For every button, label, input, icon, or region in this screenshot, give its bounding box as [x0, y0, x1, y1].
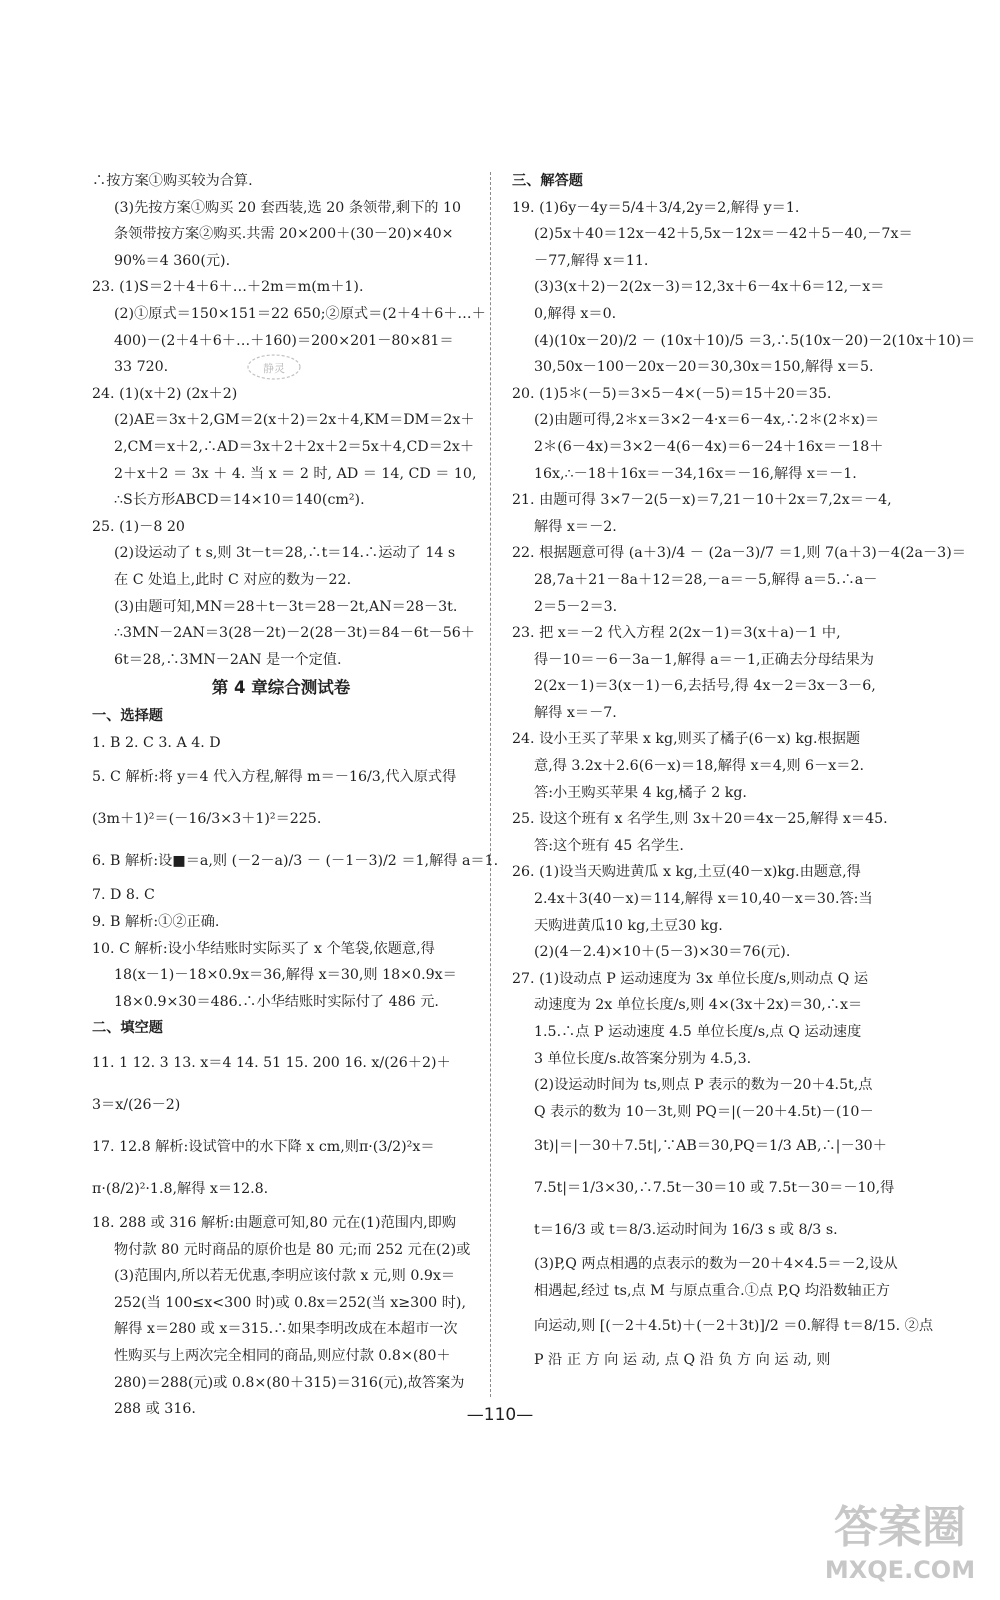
problem-20: 20. (1)5＊(－5)＝3×5－4×(－5)＝15＋20＝35. [512, 385, 832, 402]
section-heading-fill: 二、填空题 [92, 1020, 163, 1037]
problem-23: 23. (1)S＝2＋4＋6＋…＋2m＝m(m＋1). [92, 279, 364, 296]
problem-26: 26. (1)设当天购进黄瓜 x kg,土豆(40－x)kg.由题意,得 [512, 864, 861, 881]
problem-5: 5. C 解析:将 y＝4 代入方程,解得 m＝－16/3,代入原式得 [92, 769, 457, 786]
text-line: 性购买与上两次完全相同的商品,则应付款 0.8×(80＋ [114, 1348, 451, 1364]
problem-10: 10. C 解析:设小华结账时实际买了 x 个笔袋,依题意,得 [92, 940, 435, 957]
stamp-mark [245, 352, 303, 382]
text-line: 解得 x＝280 或 x＝315.∴如果李明改成在本超市一次 [114, 1321, 458, 1338]
problem-6: 6. B 解析:设■＝a,则 (－2－a)/3 － (－1－3)/2 ＝1,解得 a＝1. [92, 853, 499, 870]
choice-answers: 1. B 2. C 3. A 4. D [92, 734, 221, 751]
text-line: 28,7a＋21－8a＋12＝28,－a＝－5,解得 a＝5.∴a－ [534, 571, 878, 588]
problem-25b: 25. 设这个班有 x 名学生,则 3x＋20＝4x－25,解得 x＝45. [512, 811, 888, 828]
chapter-title: 第 4 章综合测试卷 [211, 678, 351, 698]
page-number: —110— [466, 1405, 534, 1425]
text-line: ∴按方案①购买较为合算. [92, 173, 253, 189]
text-line: (3)P,Q 两点相遇的点表示的数为－20＋4×4.5＝－2,设从 [534, 1256, 898, 1273]
text-line: 相遇起,经过 ts,点 M 与原点重合.①点 P,Q 均沿数轴正方 [534, 1282, 890, 1299]
text-line: 3 单位长度/s.故答案分别为 4.5,3. [534, 1050, 752, 1067]
problem-24: 24. (1)(x＋2) (2x＋2) [92, 385, 238, 402]
text-line: 400)－(2＋4＋6＋…＋160)＝200×201－80×81＝ [114, 332, 454, 349]
text-line: (3)范围内,所以若无优惠,李明应该付款 x 元,则 0.9x＝ [114, 1268, 456, 1285]
text-line: (2)由题可得,2＊x＝3×2－4·x＝6－4x,∴2＊(2＊x)＝ [534, 412, 880, 429]
text-line: 答:小王购买苹果 4 kg,橘子 2 kg. [534, 784, 747, 801]
text-line: 16x,∴－18＋16x＝－34,16x＝－16,解得 x＝－1. [534, 465, 857, 482]
text-line: ∴3MN－2AN＝3(28－2t)－2(28－3t)＝84－6t－56＋ [114, 625, 475, 642]
text-line: (4)(10x－20)/2 － (10x＋10)/5 ＝3,∴5(10x－20)－2(10x＋10)＝ [534, 332, 976, 349]
problem-22: 22. 根据题意可得 (a＋3)/4 － (2a－3)/7 ＝1,则 7(a＋3)－4(2a－3)＝ [512, 545, 966, 562]
text-line: (2)(4－2.4)×10＋(5－3)×30＝76(元). [534, 944, 791, 961]
text-line: 2,CM＝x＋2,∴AD＝3x＋2＋2x＋2＝5x＋4,CD＝2x＋ [114, 438, 475, 455]
text-line: 252(当 100≤x<300 时)或 0.8x＝252(当 x≥300 时), [114, 1294, 466, 1311]
problem-23b: 23. 把 x＝－2 代入方程 2(2x－1)＝3(x＋a)－1 中, [512, 625, 841, 642]
text-line: 2.4x＋3(40－x)＝114,解得 x＝10,40－x＝30.答:当 [534, 891, 873, 908]
problem-18: 18. 288 或 316 解析:由题意可知,80 元在(1)范围内,即购 [92, 1215, 457, 1232]
text-line: 条领带按方案②购买.共需 20×200＋(30－20)×40× [114, 226, 454, 243]
problem-27: 27. (1)设动点 P 运动速度为 3x 单位长度/s,则动点 Q 运 [512, 970, 869, 987]
text-line: 2＝5－2＝3. [534, 598, 618, 615]
column-divider [490, 172, 491, 1397]
text-line: 得－10＝－6－3a－1,解得 a＝－1,正确去分母结果为 [534, 651, 874, 668]
text-line: 在 C 处追上,此时 C 对应的数为－22. [114, 571, 352, 588]
watermark-sub: MXQE.COM [824, 1556, 976, 1584]
text-line: 意,得 3.2x＋2.6(6－x)＝18,解得 x＝4,则 6－x＝2. [534, 758, 864, 775]
text-line: 30,50x－100－20x－20＝30,30x＝150,解得 x＝5. [534, 359, 874, 376]
text-line: 动速度为 2x 单位长度/s,则 4×(3x＋2x)＝30,∴x＝ [534, 997, 863, 1014]
text-line: 向运动,则 [(－2＋4.5t)＋(－2＋3t)]/2 ＝0.解得 t＝8/15. ②点 [534, 1317, 934, 1334]
stamp-text: 静灵 [263, 362, 285, 375]
text-line: 解得 x＝－7. [534, 704, 617, 721]
text-line: 0,解得 x＝0. [534, 305, 617, 322]
text-line: (2)5x＋40＝12x－42＋5,5x－12x＝－42＋5－40,－7x＝ [534, 226, 913, 243]
choice-answers: 7. D 8. C [92, 887, 155, 904]
text-line: 280)＝288(元)或 0.8×(80＋315)＝316(元),故答案为 [114, 1374, 465, 1391]
text-line: Q 表示的数为 10－3t,则 PQ＝|(－20＋4.5t)－(10－ [534, 1103, 874, 1120]
text-line: 答:这个班有 45 名学生. [534, 837, 684, 854]
text-line: (3)先按方案①购买 20 套西装,选 20 条领带,剩下的 10 [114, 199, 462, 216]
text-line: P 沿 正 方 向 运 动, 点 Q 沿 负 方 向 运 动, 则 [534, 1351, 831, 1368]
text-line: (2)①原式＝150×151＝22 650;②原式＝(2＋4＋6＋…＋ [114, 305, 486, 322]
text-line: ∴S长方形ABCD＝14×10＝140(cm²). [114, 492, 365, 509]
text-line: 2＊(6－4x)＝3×2－4(6－4x)＝6－24＋16x＝－18＋ [534, 438, 884, 455]
text-line: 1.5.∴点 P 运动速度 4.5 单位长度/s,点 Q 运动速度 [534, 1024, 862, 1040]
text-line: 7.5t|＝1/3×30,∴7.5t－30＝10 或 7.5t－30＝－10,得 [534, 1180, 895, 1197]
section-heading-choice: 一、选择题 [92, 708, 163, 725]
text-line: 天购进黄瓜10 kg,土豆30 kg. [534, 917, 723, 934]
problem-9: 9. B 解析:①②正确. [92, 914, 220, 931]
text-line: (3)3(x＋2)－2(2x－3)＝12,3x＋6－4x＋6＝12,－x＝ [534, 279, 885, 296]
text-line: 解得 x＝－2. [534, 518, 617, 535]
text-line: －77,解得 x＝11. [534, 252, 649, 269]
text-line: t＝16/3 或 t＝8/3.运动时间为 16/3 s 或 8/3 s. [534, 1222, 838, 1239]
text-line: (3)由题可知,MN＝28＋t－3t＝28－2t,AN＝28－3t. [114, 598, 458, 615]
text-line: (2)AE＝3x＋2,GM＝2(x＋2)＝2x＋4,KM＝DM＝2x＋ [114, 412, 475, 429]
text-line: π·(8/2)²·1.8,解得 x＝12.8. [92, 1181, 269, 1198]
text-line: (2)设运动了 t s,则 3t－t＝28,∴t＝14.∴运动了 14 s [114, 545, 456, 562]
text-line: 2(2x－1)＝3(x－1)－6,去括号,得 4x－2＝3x－3－6, [534, 678, 876, 695]
problem-19: 19. (1)6y－4y＝5/4＋3/4,2y＝2,解得 y＝1. [512, 199, 800, 216]
text-line: (3m＋1)²＝(－16/3×3＋1)²＝225. [92, 811, 322, 828]
problem-17: 17. 12.8 解析:设试管中的水下降 x cm,则π·(3/2)²x＝ [92, 1139, 435, 1156]
text-line: 18(x－1)－18×0.9x＝36,解得 x＝30,则 18×0.9x＝ [114, 967, 457, 984]
text-line: 288 或 316. [114, 1401, 196, 1418]
text-line: 3t)|＝|－30＋7.5t|,∵AB＝30,PQ＝1/3 AB,∴|－30＋ [534, 1138, 887, 1155]
watermark-main: 答案圈 [834, 1502, 966, 1553]
watermark-logo [815, 1482, 985, 1590]
text-line: 18×0.9×30＝486.∴小华结账时实际付了 486 元. [114, 993, 439, 1010]
text-line: (2)设运动时间为 ts,则点 P 表示的数为－20＋4.5t,点 [534, 1077, 873, 1094]
text-line: 物付款 80 元时商品的原价也是 80 元;而 252 元在(2)或 [114, 1241, 471, 1258]
right-column [512, 168, 976, 1373]
text-line: 90%＝4 360(元). [114, 252, 231, 269]
problem-21: 21. 由题可得 3×7－2(5－x)＝7,21－10＋2x＝7,2x＝－4, [512, 492, 892, 509]
text-line: 3＝x/(26－2) [92, 1097, 181, 1114]
fill-answers: 11. 1 12. 3 13. x＝4 14. 51 15. 200 16. x/(26＋2)＋ [92, 1055, 451, 1072]
text-line: 2＋x＋2 ＝ 3x ＋ 4. 当 x ＝ 2 时, AD ＝ 14, CD ＝ 10, [114, 465, 477, 482]
text-line: 6t＝28,∴3MN－2AN 是一个定值. [114, 651, 342, 668]
text-line: 33 720. [114, 359, 169, 376]
problem-25: 25. (1)－8 20 [92, 518, 185, 535]
section-heading-solve: 三、解答题 [512, 173, 583, 189]
problem-24b: 24. 设小王买了苹果 x kg,则买了橘子(6－x) kg.根据题 [512, 731, 861, 748]
